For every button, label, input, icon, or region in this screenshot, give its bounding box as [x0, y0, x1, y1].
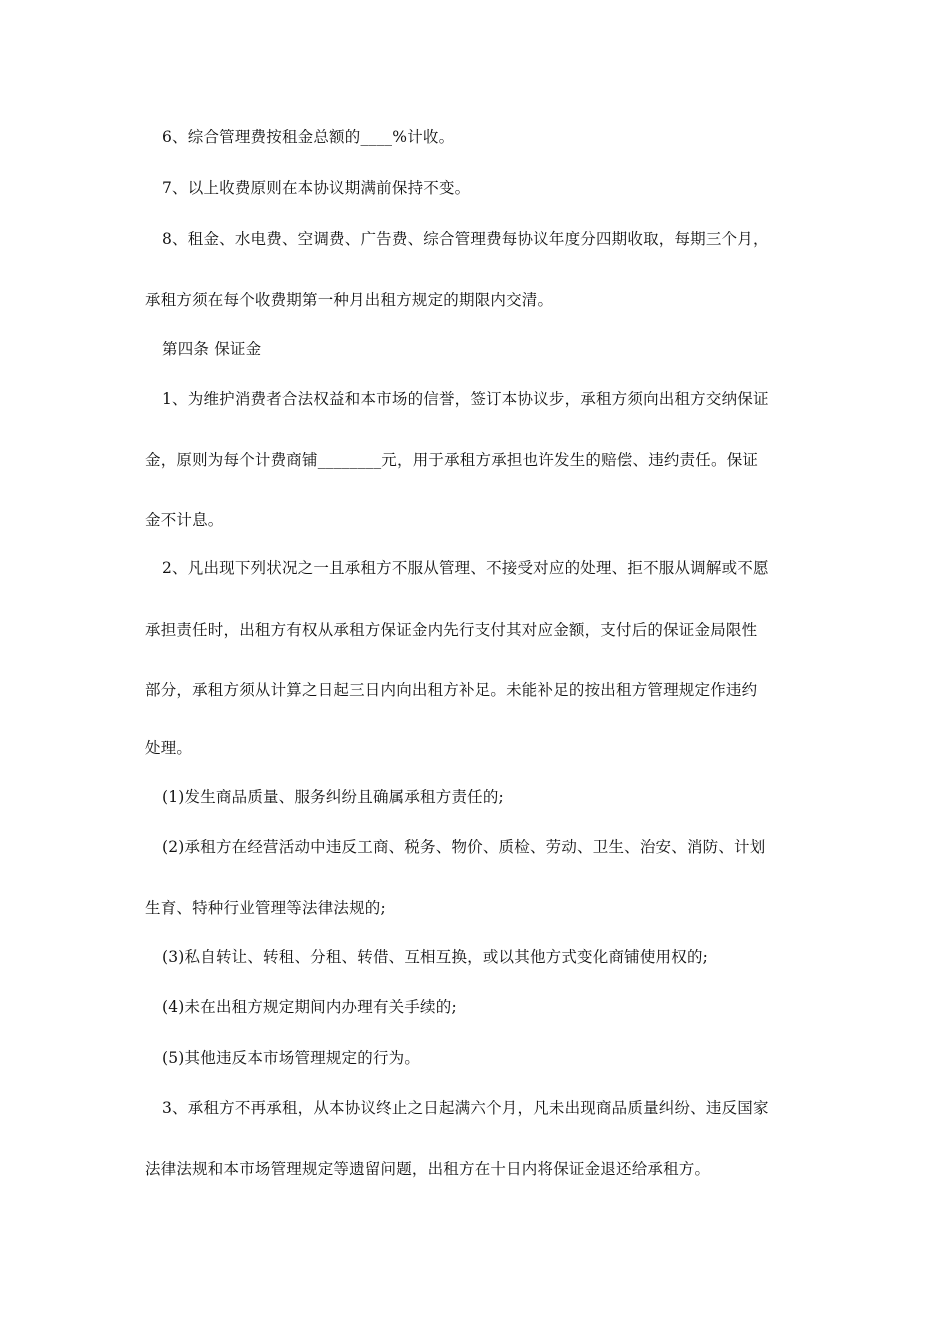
clause-3-item-6: 6、综合管理费按租金总额的____%计收。	[162, 128, 455, 146]
sub-item-4: (4)未在出租方规定期间内办理有关手续的;	[162, 998, 457, 1016]
clause-4-item-2-cont3: 处理。	[145, 739, 193, 757]
sub-item-1: (1)发生商品质量、服务纠纷且确属承租方责任的;	[162, 788, 504, 806]
clause-3-item-7: 7、以上收费原则在本协议期满前保持不变。	[162, 179, 471, 197]
section-heading-article-4: 第四条 保证金	[162, 340, 262, 358]
clause-4-item-2-cont2: 部分，承租方须从计算之日起三日内向出租方补足。未能补足的按出租方管理规定作违约	[145, 681, 758, 699]
sub-item-5: (5)其他违反本市场管理规定的行为。	[162, 1049, 421, 1067]
clause-4-item-1-cont2: 金不计息。	[145, 511, 224, 529]
clause-4-item-3: 3、承租方不再承租，从本协议终止之日起满六个月，凡未出现商品质量纠纷、违反国家	[162, 1099, 769, 1117]
clause-4-item-1-cont: 金，原则为每个计费商铺________元，用于承租方承担也许发生的赔偿、违约责任。保证	[145, 451, 759, 469]
sub-item-2-cont: 生育、特种行业管理等法律法规的;	[145, 899, 386, 917]
clause-3-item-8: 8、租金、水电费、空调费、广告费、综合管理费每协议年度分四期收取，每期三个月，	[162, 230, 769, 248]
clause-4-item-2: 2、凡出现下列状况之一且承租方不服从管理、不接受对应的处理、拒不服从调解或不愿	[162, 559, 769, 577]
clause-4-item-3-cont: 法律法规和本市场管理规定等遗留问题，出租方在十日内将保证金退还给承租方。	[145, 1160, 711, 1178]
sub-item-3: (3)私自转让、转租、分租、转借、互相互换，或以其他方式变化商铺使用权的;	[162, 948, 709, 966]
clause-4-item-1: 1、为维护消费者合法权益和本市场的信誉，签订本协议步，承租方须向出租方交纳保证	[162, 390, 769, 408]
clause-4-item-2-cont: 承担责任时，出租方有权从承租方保证金内先行支付其对应金额，支付后的保证金局限性	[145, 621, 758, 639]
clause-3-item-8-cont: 承租方须在每个收费期第一种月出租方规定的期限内交清。	[145, 291, 554, 309]
sub-item-2: (2)承租方在经营活动中违反工商、税务、物价、质检、劳动、卫生、治安、消防、计划	[162, 838, 766, 856]
